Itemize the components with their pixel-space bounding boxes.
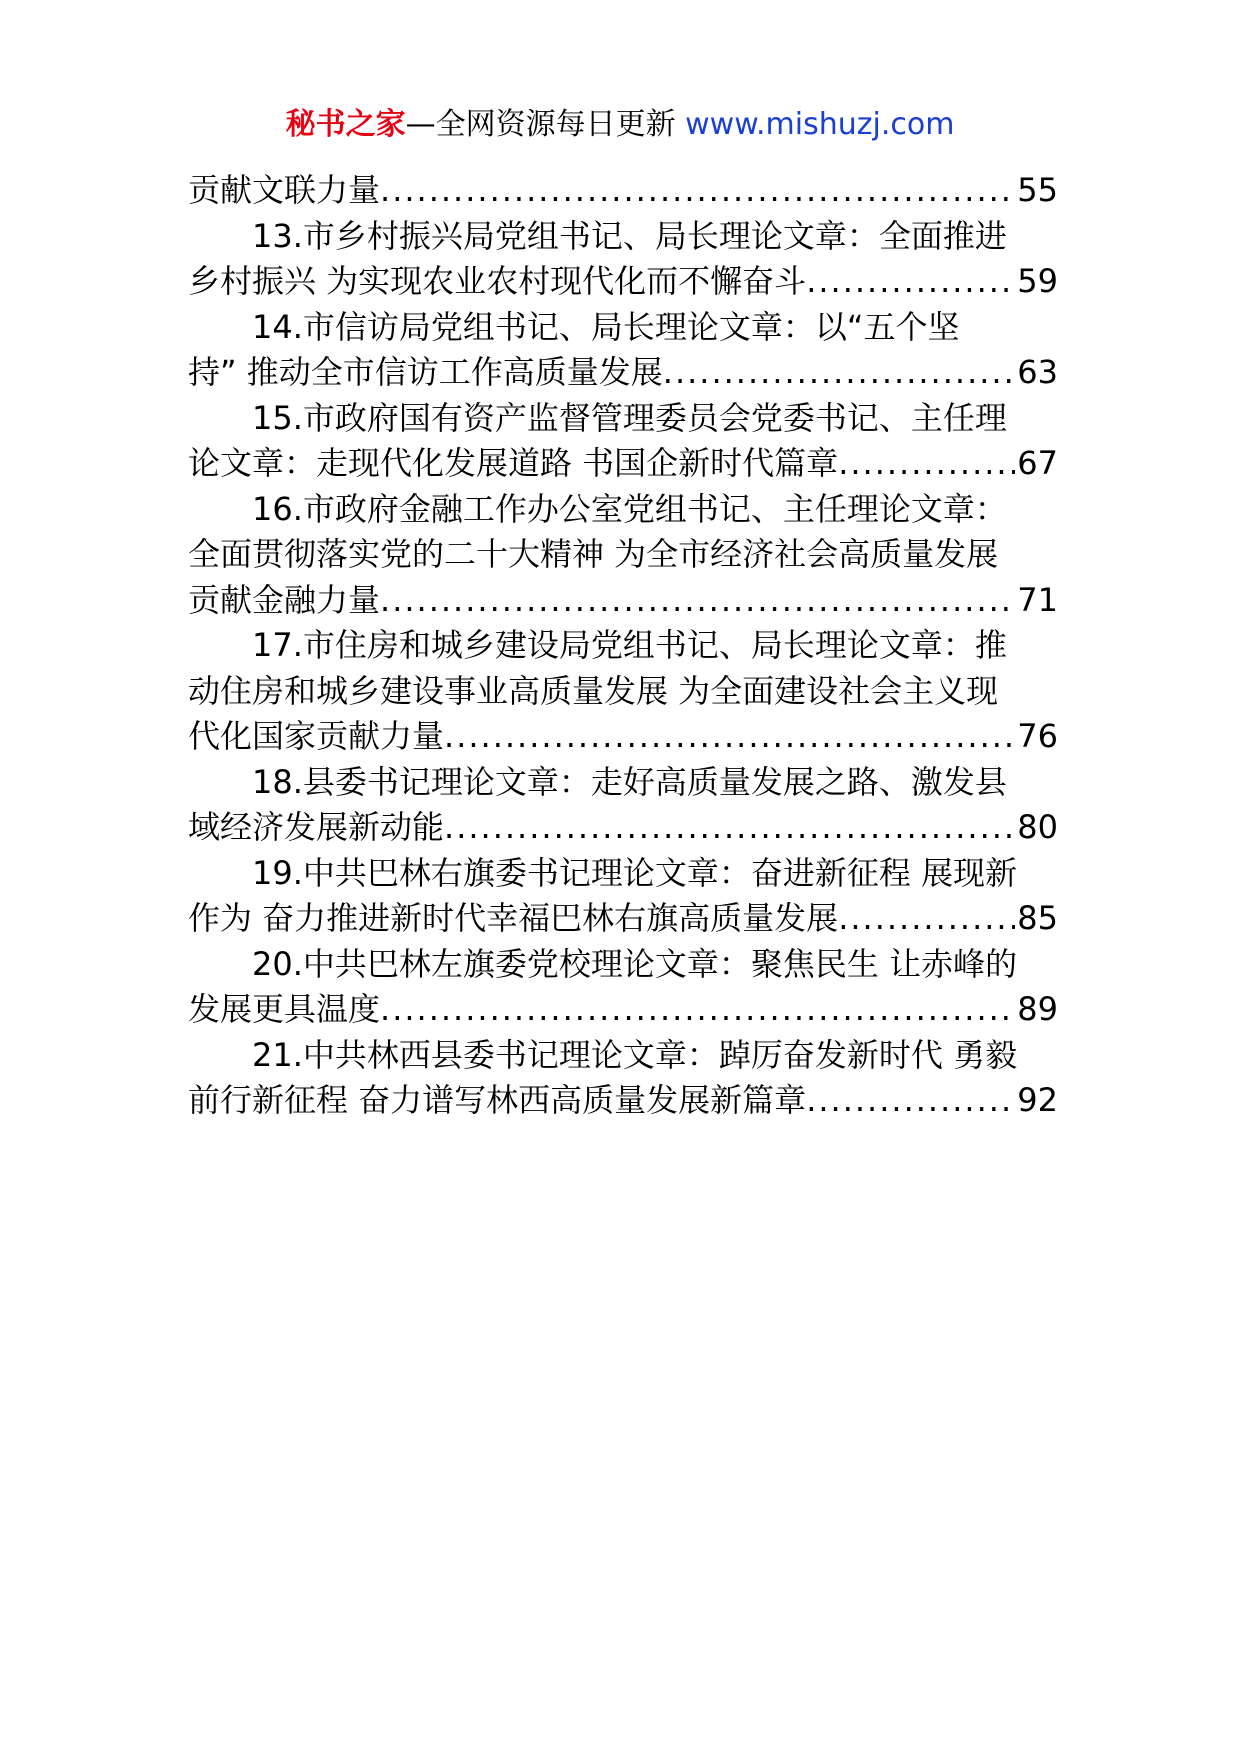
toc-entry[interactable] bbox=[188, 487, 1058, 624]
toc-line-text: 贡献金融力量 bbox=[188, 580, 381, 619]
toc-line bbox=[188, 714, 1058, 760]
toc-line-text: 代化国家贡献力量 bbox=[188, 717, 445, 755]
page-number: 55 bbox=[1017, 171, 1058, 209]
toc-line-text: 乡村振兴 为实现农业农村现代化而不懈奋斗 bbox=[188, 262, 807, 300]
toc-line bbox=[188, 305, 1058, 351]
dot-leader bbox=[663, 350, 1016, 396]
toc-entry[interactable] bbox=[188, 396, 1058, 487]
toc-line-text: 持” 推动全市信访工作高质量发展 bbox=[188, 353, 663, 391]
toc-entry[interactable] bbox=[188, 214, 1058, 305]
toc-entry[interactable] bbox=[188, 623, 1058, 760]
toc-line-text: 20.中共巴林左旗委党校理论文章：聚焦民生 让赤峰的 bbox=[252, 944, 1018, 983]
page-number: 80 bbox=[1017, 808, 1058, 846]
brand-name: 秘书之家 bbox=[285, 107, 406, 142]
toc-line bbox=[188, 669, 1058, 715]
dot-leader bbox=[444, 805, 1015, 851]
toc-line bbox=[188, 805, 1058, 851]
toc-line bbox=[188, 760, 1058, 806]
toc-line-text: 前行新征程 奋力谱写林西高质量发展新篇章 bbox=[188, 1081, 807, 1119]
toc-line-text: 发展更具温度 bbox=[188, 990, 381, 1028]
toc-entry[interactable] bbox=[188, 168, 1058, 214]
toc-entry[interactable] bbox=[188, 305, 1058, 396]
toc-line bbox=[188, 441, 1058, 487]
page-number: 76 bbox=[1017, 717, 1058, 755]
page-header bbox=[0, 100, 1240, 150]
page-number: 85 bbox=[1017, 899, 1058, 937]
toc-line bbox=[188, 623, 1058, 669]
dot-leader bbox=[380, 987, 1015, 1033]
toc-line bbox=[188, 1033, 1058, 1079]
toc-line-text: 18.县委书记理论文章：走好高质量发展之路、激发县 bbox=[252, 762, 1007, 801]
header-tagline: —全网资源每日更新 bbox=[405, 107, 686, 142]
toc-line bbox=[188, 487, 1058, 533]
toc-line-text: 动住房和城乡建设事业高质量发展 为全面建设社会主义现 bbox=[188, 671, 999, 710]
toc-entry[interactable] bbox=[188, 851, 1058, 942]
toc-line bbox=[188, 987, 1058, 1033]
toc-line-text: 域经济发展新动能 bbox=[188, 808, 445, 846]
dot-leader bbox=[380, 168, 1015, 214]
toc-entry[interactable] bbox=[188, 942, 1058, 1033]
toc-line bbox=[188, 942, 1058, 988]
dot-leader bbox=[444, 714, 1015, 760]
toc-entry[interactable] bbox=[188, 1033, 1058, 1124]
page-number: 59 bbox=[1017, 262, 1058, 300]
dot-leader bbox=[806, 259, 1015, 305]
toc-line-text: 21.中共林西县委书记理论文章：踔厉奋发新时代 勇毅 bbox=[252, 1035, 1018, 1074]
dot-leader bbox=[838, 896, 1015, 942]
toc-line bbox=[188, 1078, 1058, 1124]
dot-leader bbox=[806, 1078, 1015, 1124]
toc-line bbox=[188, 896, 1058, 942]
toc-line-text: 全面贯彻落实党的二十大精神 为全市经济社会高质量发展 bbox=[188, 535, 999, 573]
toc-line-text: 作为 奋力推进新时代幸福巴林右旗高质量发展 bbox=[188, 899, 839, 937]
toc-line bbox=[188, 168, 1058, 214]
toc-line-text: 16.市政府金融工作办公室党组书记、主任理论文章： bbox=[252, 489, 1007, 528]
table-of-contents bbox=[188, 168, 1058, 1124]
page-number: 92 bbox=[1017, 1081, 1058, 1119]
page-number: 63 bbox=[1017, 353, 1058, 391]
page-number: 71 bbox=[1017, 580, 1058, 619]
page-number: 89 bbox=[1017, 990, 1058, 1028]
toc-line-text: 13.市乡村振兴局党组书记、局长理论文章：全面推进 bbox=[252, 216, 1007, 255]
toc-line-text: 17.市住房和城乡建设局党组书记、局长理论文章：推 bbox=[252, 626, 1007, 664]
toc-line bbox=[188, 259, 1058, 305]
toc-line-text: 15.市政府国有资产监督管理委员会党委书记、主任理 bbox=[252, 398, 1007, 437]
toc-line bbox=[188, 350, 1058, 396]
dot-leader bbox=[380, 578, 1015, 624]
toc-line bbox=[188, 214, 1058, 260]
page-number: 67 bbox=[1017, 444, 1058, 482]
toc-line bbox=[188, 396, 1058, 442]
toc-line bbox=[188, 851, 1058, 897]
toc-line bbox=[188, 578, 1058, 624]
dot-leader bbox=[838, 441, 1015, 487]
toc-entry[interactable] bbox=[188, 760, 1058, 851]
site-url[interactable]: www.mishuzj.com bbox=[685, 107, 955, 142]
toc-line-text: 19.中共巴林右旗委书记理论文章：奋进新征程 展现新 bbox=[252, 853, 1018, 892]
toc-line-text: 14.市信访局党组书记、局长理论文章：以“五个坚 bbox=[252, 307, 960, 346]
toc-line-text: 贡献文联力量 bbox=[188, 171, 381, 209]
toc-line-text: 论文章：走现代化发展道路 书国企新时代篇章 bbox=[188, 444, 839, 482]
toc-line bbox=[188, 532, 1058, 578]
